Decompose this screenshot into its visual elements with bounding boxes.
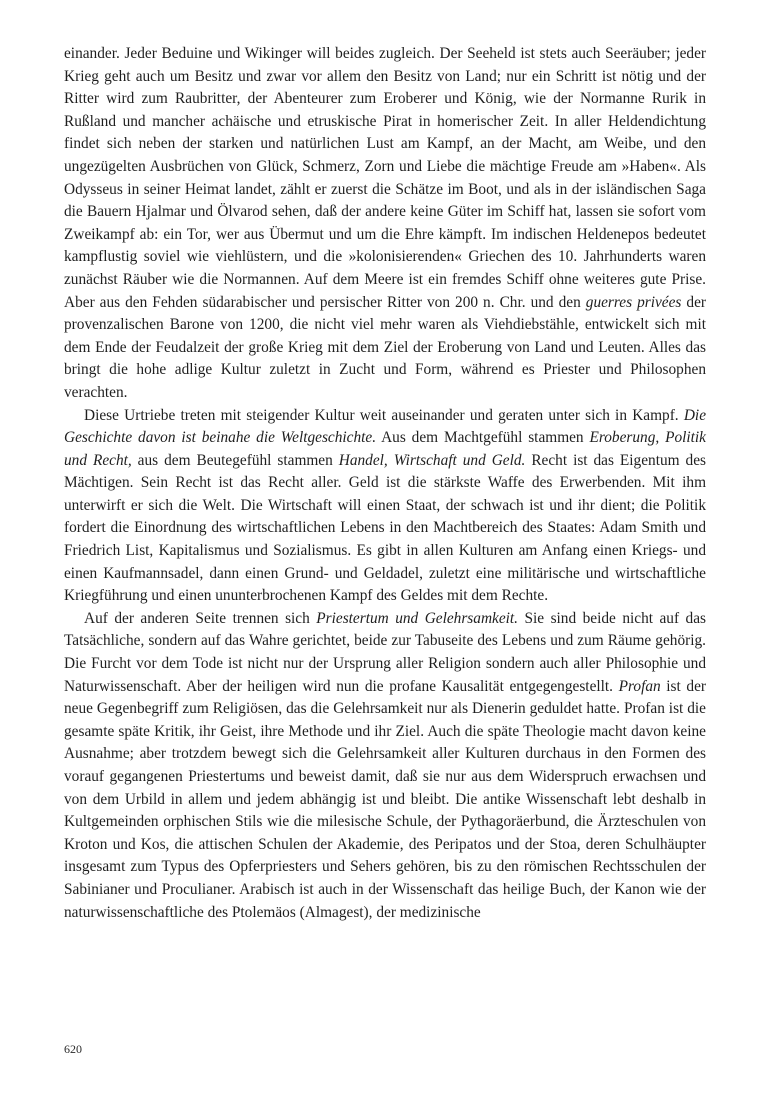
italic-text: Die Geschichte davon ist beinahe die Weltgeschichte.: [64, 406, 706, 447]
text-run: der provenzalischen Barone von 1200, die nicht viel mehr waren als Viehdiebstähle, entwickelt sich mit dem Ende der Feudalzeit der große Krieg mit dem Ziel der Eroberung von Land und Leuten. Alles das bringt die hohe adlige Kultur zuletzt in Zucht und Form, während es Priester und Philosophen verachten.: [64, 293, 706, 401]
italic-text: Eroberung, Politik und Recht,: [64, 429, 706, 469]
italic-text: Priestertum und Gelehrsamkeit.: [316, 609, 519, 627]
text-run: ist der neue Gegenbegriff zum Religiösen, das die Gelehrsamkeit nur als Dienerin geduldet hatte. Profan ist die gesamte späte Kritik, ihr Geist, ihre Methode und ihr Ziel. Auch die späte Theologie macht davon keine Ausnahme; aber trotzdem bewegt sich die Gelehrsamkeit aller Kulturen durchaus in den Formen des vorauf gegangenen Priestertums und beweist damit, daß sie nur aus dem Widerspruch erwachsen und von dem Urbild in allem und jedem abhängig ist und bleibt. Die antike Wissenschaft lebt deshalb in Kultgemeinden orphischen Stils wie die milesische Schule, der Pythagoräerbund, die Ärzteschulen von Kroton und Kos, die attischen Schulen der Akademie, des Peripatos und der Stoa, deren Schulhäupter insgesamt zum Typus des Opferpriesters und Sehers gehören, bis zu den römischen Rechtsschulen der Sabinianer und Proculianer. Arabisch ist auch in der Wissenschaft das heilige Buch, der Kanon wie der naturwissenschaftliche des Ptolemäos (Almagest), der medizinische: [64, 677, 707, 921]
paragraph: [64, 405, 706, 608]
text-run: Auf der anderen Seite trennen sich: [84, 609, 317, 627]
paragraph: [64, 43, 706, 405]
italic-text: Profan: [618, 677, 661, 695]
italic-text: Handel, Wirtschaft und Geld.: [338, 451, 526, 469]
text-run: aus dem Beutegefühl stammen: [131, 451, 339, 469]
text-run: Sie sind beide nicht auf das Tatsächliche, sondern auf das Wahre gerichtet, beide zur Tabuseite des Lebens und zum Räume gehörig. Die Furcht vor dem Tode ist nicht nur der Ursprung aller Religion sondern auch aller Philosophie und Naturwissenschaft. Aber der heiligen wird nun die profane Kausalität entgegengestellt.: [64, 609, 707, 695]
page-number: 620: [64, 1042, 82, 1056]
text-run: Diese Urtriebe treten mit steigender Kultur weit auseinander und geraten unter sich in Kampf.: [84, 406, 684, 424]
text-run: Aus dem Machtgefühl stammen: [376, 429, 590, 447]
paragraph: [64, 608, 706, 924]
text-run: einander. Jeder Beduine und Wikinger will beides zugleich. Der Seeheld ist stets auch Seeräuber; jeder Krieg geht auch um Besitz und zwar vor allem den Besitz von Land; nur ein Schritt ist nötig und der Ritter wird zum Raubritter, der Abenteurer zum Eroberer und König, wie der Normanne Rurik in Rußland und mancher achäische und etruskische Pirat in homerischer Zeit. In aller Heldendichtung findet sich neben der starken und natürlichen Lust am Kampf, an der Macht, am Weibe, und den ungezügelten Ausbrüchen von Glück, Schmerz, Zorn und Liebe die mächtige Freude am »Haben«. Als Odysseus in seiner Heimat landet, zählt er zuerst die Schätze im Boot, und als in der isländischen Saga die Bauern Hjalmar und Ölvarod sehen, daß der andere keine Güter im Schiff hat, lassen sie sofort vom Zweikampf ab: ein Tor, wer aus Übermut und um die Ehre kämpft. Im indischen Heldenepos bedeutet kampflustig soviel wie viehlüstern, und die »kolonisierenden« Griechen des 10. Jahrhunderts waren zunächst Räuber wie die Normannen. Auf dem Meere ist ein fremdes Schiff ohne weiteres gute Prise. Aber aus den Fehden südarabischer und persischer Ritter von 200 n. Chr. und den: [64, 45, 706, 311]
italic-text: guerres privées: [585, 293, 682, 311]
text-run: Recht ist das Eigentum des Mächtigen. Sein Recht ist das Recht aller. Geld ist die stärkste Waffe des Erwerbenden. Mit ihm unterwirft er sich die Welt. Die Wirtschaft will einen Staat, der schwach ist und ihr dient; die Politik fordert die Einordnung des wirtschaftlichen Lebens in den Machtbereich des Staates: Adam Smith und Friedrich List, Kapitalismus und Sozialismus. Es gibt in allen Kulturen am Anfang einen Kriegs- und einen Kaufmannsadel, dann einen Grund- und Geldadel, zuletzt eine militärische und wirtschaftliche Kriegführung und einen ununterbrochenen Kampf des Geldes mit dem Rechte.: [64, 451, 706, 605]
page-body: [64, 43, 706, 924]
